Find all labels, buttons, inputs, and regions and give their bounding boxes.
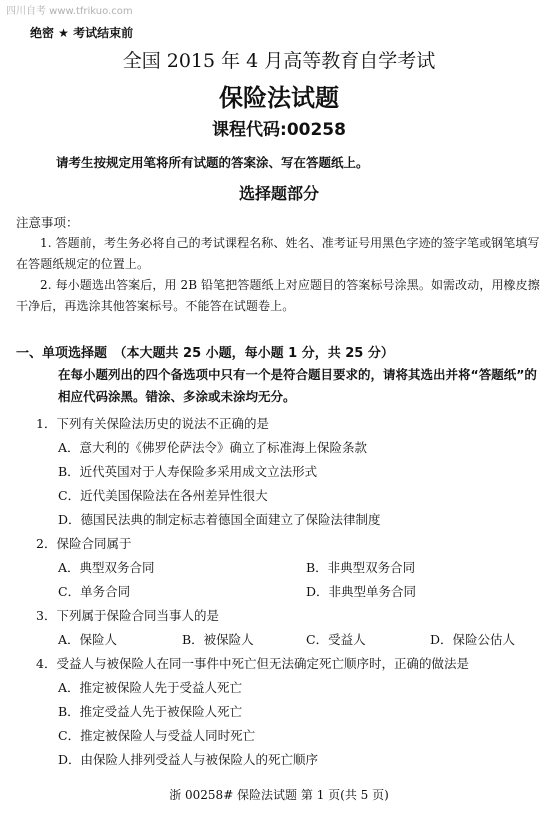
- note-item: 1. 答题前，考生务必将自己的考试课程名称、姓名、准考证号用黑色字迹的签字笔或钢笔填写在答题纸规定的位置上。: [16, 236, 540, 271]
- watermark: 四川自考 www.tfrikuo.com: [6, 6, 133, 17]
- question-option: D．保险公估人: [430, 632, 516, 647]
- question-option: B．推定受益人先于被保险人死亡: [58, 704, 243, 719]
- question-option: B．近代英国对于人寿保险多采用成文立法形式: [58, 464, 318, 479]
- question-stem: 4．受益人与被保险人在同一事件中死亡但无法确定死亡顺序时，正确的做法是: [36, 656, 469, 671]
- question-stem: 3．下列属于保险合同当事人的是: [36, 608, 219, 623]
- course-code: 课程代码:00258: [212, 120, 346, 140]
- question-stem: 2．保险合同属于: [36, 536, 132, 551]
- secret-label: 绝密 ★ 考试结束前: [30, 26, 134, 40]
- page-footer: 浙 00258# 保险法试题 第 1 页(共 5 页): [169, 788, 389, 802]
- notes-title: 注意事项：: [16, 215, 79, 230]
- question-option: D．德国民法典的制定标志着德国全面建立了保险法律制度: [58, 512, 381, 527]
- section-heading: 一、单项选择题 （本大题共 25 小题，每小题 1 分，共 25 分）: [16, 346, 394, 361]
- note-item: 2. 每小题选出答案后，用 2B 铅笔把答题纸上对应题目的答案标号涂黑。如需改动，用橡皮擦干净后，再选涂其他答案标号。不能答在试题卷上。: [16, 278, 540, 313]
- question-option: D．由保险人排列受益人与被保险人的死亡顺序: [58, 752, 319, 767]
- question-option: A．保险人: [58, 632, 118, 647]
- question-option: D．非典型单务合同: [306, 584, 417, 599]
- question-option: A．推定被保险人先于受益人死亡: [58, 680, 243, 695]
- question-option: C．近代美国保险法在各州差异性很大: [58, 488, 268, 503]
- question-option: A．意大利的《佛罗伦萨法令》确立了标准海上保险条款: [58, 440, 368, 455]
- question-stem: 1．下列有关保险法历史的说法不正确的是: [36, 416, 269, 431]
- exam-title: 全国 2015 年 4 月高等教育自学考试: [122, 50, 436, 72]
- question-option: B．被保险人: [182, 632, 254, 647]
- instruction: 请考生按规定用笔将所有试题的答案涂、写在答题纸上。: [56, 155, 369, 170]
- question-option: B．非典型双务合同: [306, 560, 416, 575]
- section-description: 在每小题列出的四个备选项中只有一个是符合题目要求的，请将其选出并将“答题纸”的相应代码涂黑。错涂、多涂或未涂均无分。: [58, 367, 537, 404]
- part-title: 选择题部分: [238, 184, 319, 203]
- subject-title: 保险法试题: [219, 84, 339, 112]
- question-option: C．推定被保险人与受益人同时死亡: [58, 728, 256, 743]
- question-option: C．单务合同: [58, 584, 131, 599]
- question-option: A．典型双务合同: [58, 560, 155, 575]
- question-option: C．受益人: [306, 632, 366, 647]
